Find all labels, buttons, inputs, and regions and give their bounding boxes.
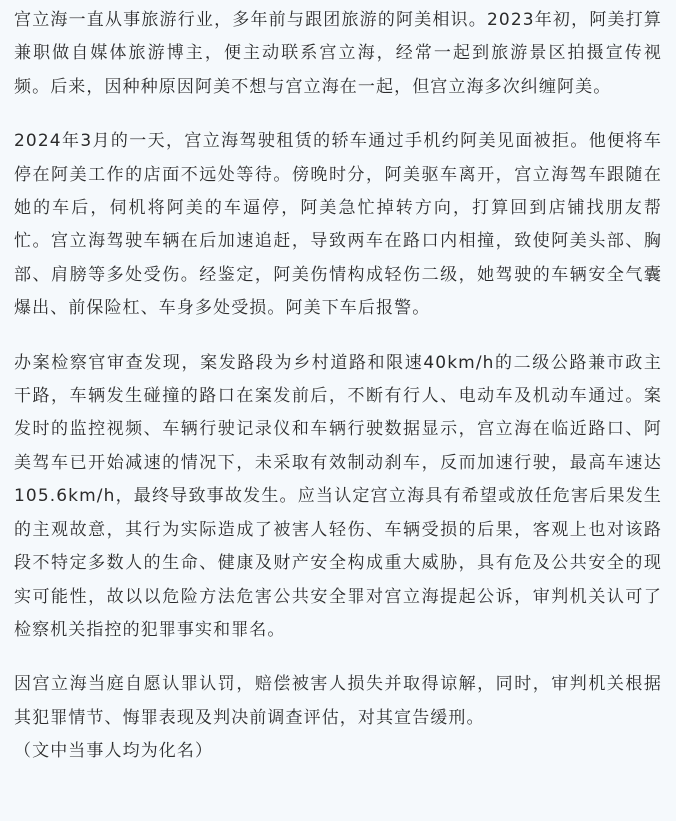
paragraph-incident: 2024年3月的一天，宫立海驾驶租赁的轿车通过手机约阿美见面被拒。他便将车停在阿美工作的店面不远处等待。傍晚时分，阿美驱车离开，宫立海驾车跟随在她的车后，伺机将阿美的车逼停，阿美急忙掉转方向，打算回到店铺找朋友帮忙。宫立海驾驶车辆在后加速追赶，导致两车在路口内相撞，致使阿美头部、胸部、肩膀等多处受伤。经鉴定，阿美伤情构成轻伤二级，她驾驶的车辆安全气囊爆出、前保险杠、车身多处受损。阿美下车后报警。 bbox=[14, 131, 662, 319]
alias-note: （文中当事人均为化名） bbox=[14, 741, 214, 762]
paragraph-background: 宫立海一直从事旅游行业，多年前与跟团旅游的阿美相识。2023年初，阿美打算兼职做自媒体旅游博主，便主动联系宫立海，经常一起到旅游景区拍摄宣传视频。后来，因种种原因阿美不想与宫立海在一起，但宫立海多次纠缠阿美。 bbox=[14, 10, 662, 97]
paragraph-sentence: 因宫立海当庭自愿认罪认罚，赔偿被害人损失并取得谅解，同时，审判机关根据其犯罪情节、悔罪表现及判决前调查评估，对其宣告缓刑。 bbox=[14, 674, 662, 728]
paragraph-prosecution: 办案检察官审查发现，案发路段为乡村道路和限速40km/h的二级公路兼市政主干路，车辆发生碰撞的路口在案发前后，不断有行人、电动车及机动车通过。案发时的监控视频、车辆行驶记录仪和车辆行驶数据显示，宫立海在临近路口、阿美驾车已开始减速的情况下，未采取有效制动刹车，反而加速行驶，最高车速达105.6km/h，最终导致事故发生。应当认定宫立海具有希望或放任危害后果发生的主观故意，其行为实际造成了被害人轻伤、车辆受损的后果，客观上也对该路段不特定多数人的生命、健康及财产安全构成重大威胁，具有危及公共安全的现实可能性，故以以危险方法危害公共安全罪对宫立海提起公诉，审判机关认可了检察机关指控的犯罪事实和罪名。 bbox=[14, 352, 662, 640]
